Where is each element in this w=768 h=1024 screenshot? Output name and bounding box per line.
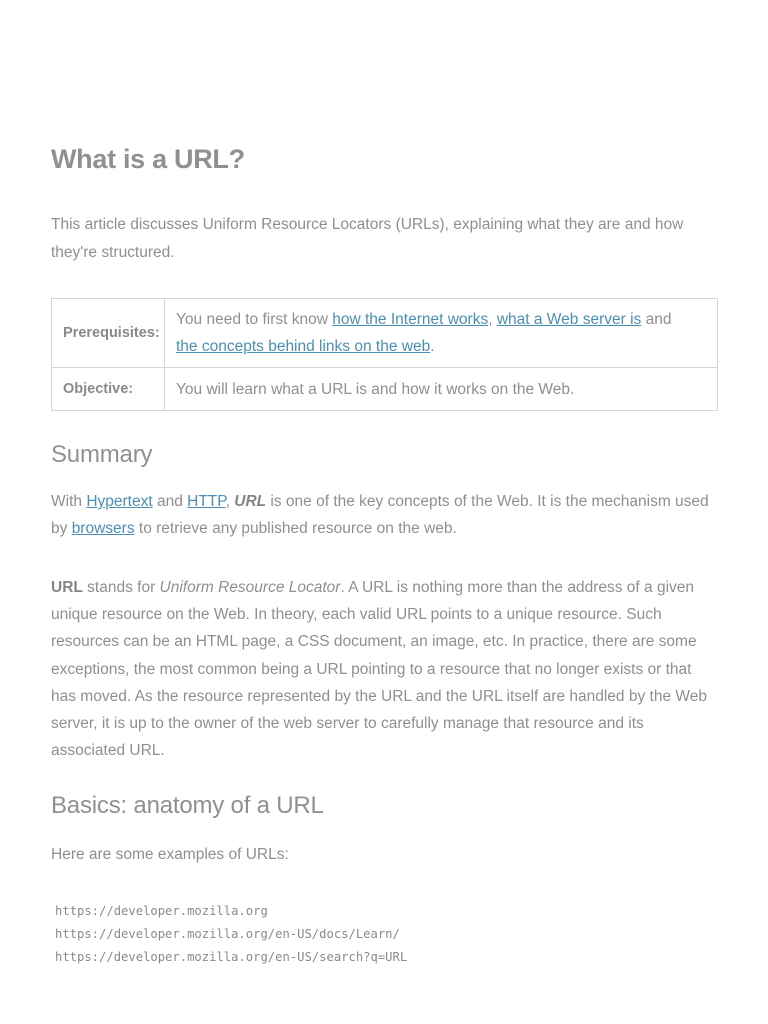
basics-heading: Basics: anatomy of a URL (51, 792, 324, 819)
prerequisites-row (52, 299, 718, 368)
link-concepts-behind-links[interactable]: the concepts behind links on the web (176, 338, 431, 355)
objective-row (52, 368, 718, 411)
summary-paragraph-2 (51, 574, 718, 764)
url-term: URL (51, 579, 83, 596)
summary-paragraph-1 (51, 488, 718, 542)
page-title: What is a URL? (51, 144, 245, 174)
summary-text: With (51, 493, 87, 510)
url-examples-code-block (55, 900, 407, 969)
link-what-web-server-is[interactable]: what a Web server is (496, 311, 642, 328)
prerequisites-end: . (430, 338, 435, 355)
prerequisites-text (165, 299, 718, 368)
learning-box (51, 298, 718, 411)
summary-text: is one of the key concepts of the Web. It is the mechanism used by (51, 493, 709, 538)
objective-label: Objective: (52, 368, 165, 411)
url-example: https://developer.mozilla.org/en-US/search?q=URL (55, 950, 408, 964)
link-hypertext[interactable]: Hypertext (86, 493, 153, 510)
link-how-internet-works[interactable]: how the Internet works (332, 311, 489, 328)
summary-text: stands for (82, 579, 160, 596)
prerequisites-lead-text: You need to first know (176, 311, 333, 328)
basics-intro: Here are some examples of URLs: (51, 846, 289, 863)
prerequisites-separator: and (641, 311, 672, 328)
link-browsers[interactable]: browsers (71, 520, 135, 538)
prerequisites-label: Prerequisites: (52, 299, 165, 368)
url-expansion: Uniform Resource Locator (159, 579, 341, 596)
objective-text: You will learn what a URL is and how it works on the Web. (165, 368, 718, 411)
url-example: https://developer.mozilla.org (55, 904, 268, 918)
url-term: URL (234, 493, 267, 510)
summary-text: . A URL is nothing more than the address of a given unique resource on the Web. In theory, each valid URL points to a unique resource. Such resources can be an HTML page, a CSS document, an image, etc. In practice, there are some exceptions, the most common being a URL pointing to a resource that no longer exists or that has moved. As the resource represented by the URL and the URL itself are handled by the Web server, it is up to the owner of the web server to carefully manage that resource and its associated URL. (51, 579, 707, 760)
link-http[interactable]: HTTP (187, 493, 226, 510)
summary-text: and (152, 493, 188, 510)
summary-text: , (225, 493, 235, 510)
summary-text: to retrieve any published resource on the web. (134, 520, 457, 538)
prerequisites-separator: , (488, 311, 497, 328)
article-intro: This article discusses Uniform Resource Locators (URLs), explaining what they are and how they're structured. (51, 216, 684, 261)
summary-heading: Summary (51, 441, 153, 468)
url-example: https://developer.mozilla.org/en-US/docs/Learn/ (55, 927, 400, 941)
